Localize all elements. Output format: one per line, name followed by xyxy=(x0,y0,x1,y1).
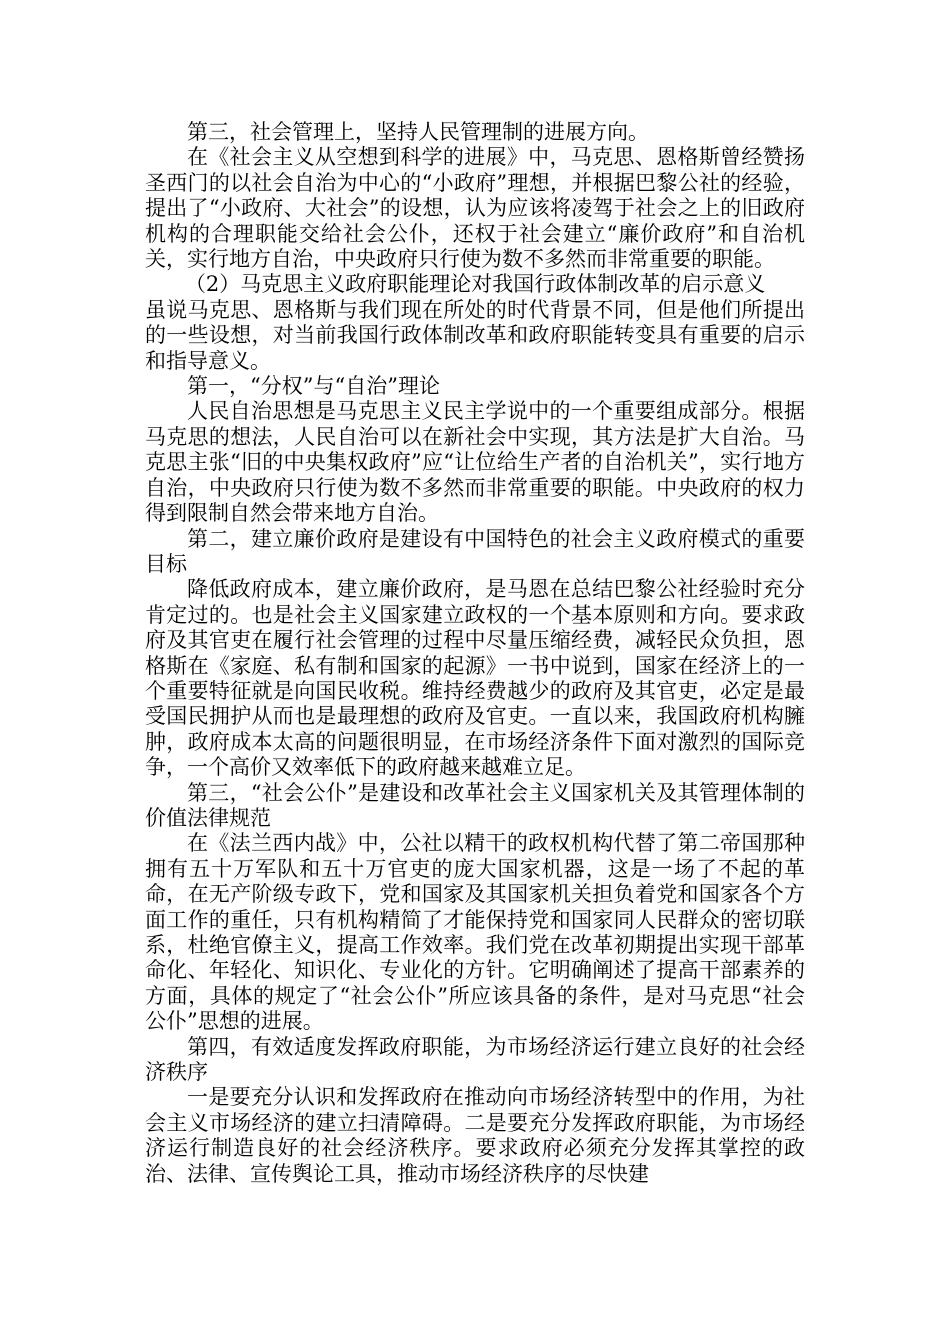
paragraph-1: 第三，社会管理上，坚持人民管理制的进展方向。 xyxy=(187,120,649,144)
document-body xyxy=(145,120,805,1187)
paragraph-7: 一是要充分认识和发挥政府在推动向市场经济转型中的作用，为社会主义市场经济的建立扫清障碍。二是要充分发挥政府职能，为市场经济运行制造良好的社会经济秩序。要求政府必须充分发挥其掌控的政治、法律、宣传舆论工具，推动市场经济秩序的尽快建 xyxy=(145,1085,805,1186)
paragraph-5: 降低政府成本，建立廉价政府，是马恩在总结巴黎公社经验时充分肯定过的。也是社会主义国家建立政权的一个基本原则和方向。要求政府及其官吏在履行社会管理的过程中尽量压缩经费，减轻民众负担，恩格斯在《家庭、私有制和国家的起源》一书中说到，国家在经济上的一个重要特征就是向国民收税。维持经费越少的政府及其官吏，必定是最受国民拥护从而也是最理想的政府及官吏。一直以来，我国政府机构臃肿，政府成本太高的问题很明显，在市场经济条件下面对激烈的国际竞争，一个高价又效率低下的政府越来越难立足。 xyxy=(145,577,805,780)
paragraph-3: 虽说马克思、恩格斯与我们现在所处的时代背景不同，但是他们所提出的一些设想，对当前我国行政体制改革和政府职能转变具有重要的启示和指导意义。 xyxy=(145,297,805,373)
paragraph-4: 人民自治思想是马克思主义民主学说中的一个重要组成部分。根据马克思的想法，人民自治可以在新社会中实现，其方法是扩大自治。马克思主张“旧的中央集权政府”应“让位给生产者的自治机关”，实行地方自治，中央政府只行使为数不多然而非常重要的职能。中央政府的权力得到限制自然会带来地方自治。 xyxy=(145,399,805,526)
subheading-1: 第一，“分权”与“自治”理论 xyxy=(187,374,440,399)
section-heading-2: （2）马克思主义政府职能理论对我国行政体制改革的启示意义 xyxy=(184,272,766,297)
paragraph-2: 在《社会主义从空想到科学的进展》中，马克思、恩格斯曾经赞扬圣西门的以社会自治为中心的“小政府”理想，并根据巴黎公社的经验，提出了“小政府、大社会”的设想，认为应该将凌驾于社会之上的旧政府机构的合理职能交给社会公仆，还权于社会建立“廉价政府”和自治机关，实行地方自治，中央政府只行使为数不多然而非常重要的职能。 xyxy=(145,145,805,272)
subheading-2: 第二，建立廉价政府是建设有中国特色的社会主义政府模式的重要目标 xyxy=(145,526,805,576)
subheading-4: 第四，有效适度发挥政府职能，为市场经济运行建立良好的社会经济秩序 xyxy=(145,1034,805,1085)
subheading-3: 第三，“社会公仆”是建设和改革社会主义国家机关及其管理体制的价值法律规范 xyxy=(145,780,805,830)
paragraph-6: 在《法兰西内战》中，公社以精干的政权机构代替了第二帝国那种拥有五十万军队和五十万官吏的庞大国家机器，这是一场了不起的革命，在无产阶级专政下，党和国家及其国家机关担负着党和国家各个方面工作的重任，只有机构精简了才能保持党和国家同人民群众的密切联系，杜绝官僚主义，提高工作效率。我们党在改革初期提出实现干部革命化、年轻化、知识化、专业化的方针。它明确阐述了提高干部素养的方面，具体的规定了“社会公仆”所应该具备的条件，是对马克思“社会公仆”思想的进展。 xyxy=(145,831,805,1034)
